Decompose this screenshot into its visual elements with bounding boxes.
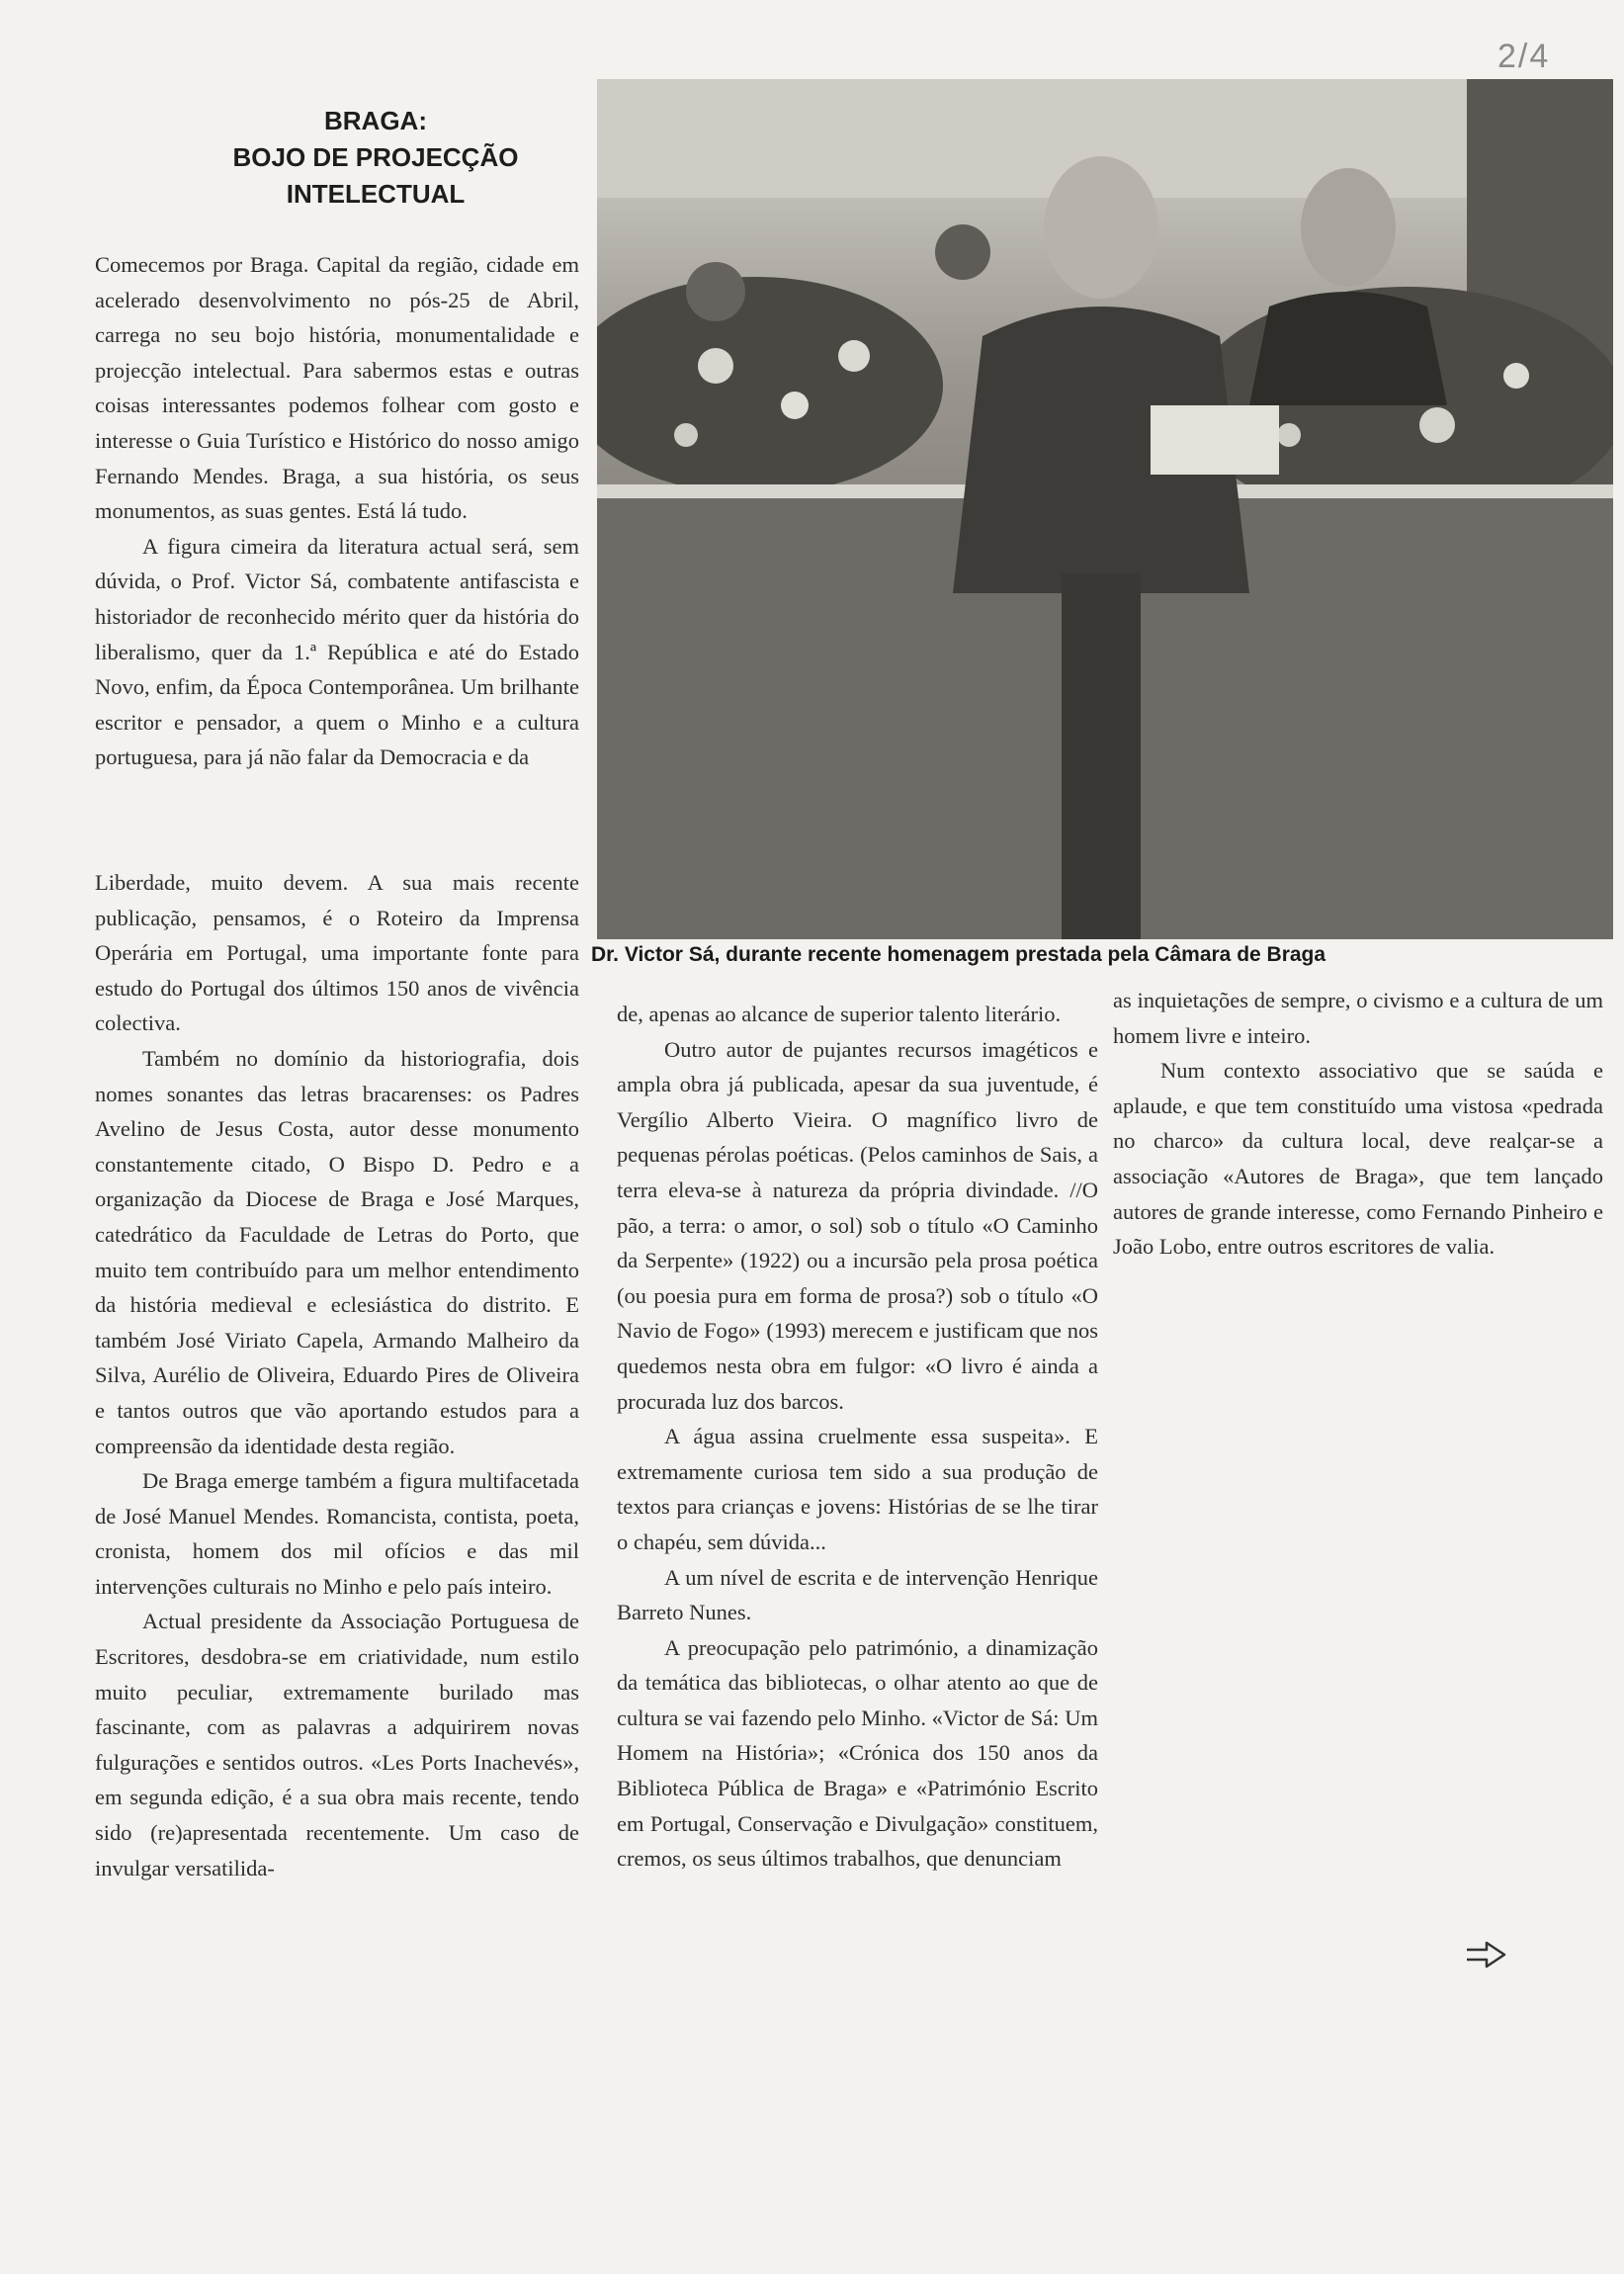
paragraph: Comecemos por Braga. Capital da região, cidade em acelerado desenvolvimento no pós-25 de Abril, carrega no seu bojo história, monumentalidade e projecção intelectual. Para sabermos estas e outras coisas interessantes podemos folhear com gosto e interesse o Guia Turístico e Histórico do nosso amigo Fernando Mendes. Braga, a sua história, os seus monumentos, as suas gentes. Está lá tudo. <box>95 252 579 524</box>
paragraph: Liberdade, muito devem. A sua mais recente publicação, pensamos, é o Roteiro da Imprensa Operária em Portugal, uma importante fonte para estudo do Portugal dos últimos 150 anos de vivência colectiva. <box>95 870 579 1036</box>
paragraph: de, apenas ao alcance de superior talento literário. <box>617 1002 1062 1026</box>
paragraph: A preocupação pelo património, a dinamização da temática das bibliotecas, o olhar atento ao que de cultura se vai fazendo pelo Minho. «Victor de Sá: Um Homem na História»; «Crónica dos 150 anos da Biblioteca Pública de Braga» e «Património Escrito em Portugal, Conservação e Divulgação» constituem, cremos, os seus últimos trabalhos, que denunciam <box>617 1634 1098 1872</box>
paragraph: De Braga emerge também a figura multifacetada de José Manuel Mendes. Romancista, contista, poeta, cronista, homem dos mil ofícios e das mil intervenções culturais no Minho e pelo país inteiro. <box>95 1468 579 1599</box>
paragraph: Outro autor de pujantes recursos imagéticos e ampla obra já publicada, apesar da sua juventude, é Vergílio Alberto Vieira. O magnífico livro de pequenas pérolas poéticas. (Pelos caminhos de Sais, a terra eleva-se à natureza da própria divindade. //O pão, a terra: o amor, o sol) sob o título «O Caminho da Serpente» (1922) ou a incursão pela prosa poética (ou poesia pura em forma de prosa?) sob o título «O Navio de Fogo» (1993) merecem e justificam que nos quedemos nesta obra em fulgor: «O livro é ainda a procurada luz dos barcos. <box>617 1036 1098 1414</box>
column-1-bottom <box>95 865 579 1885</box>
continue-arrow-icon <box>1465 1940 1508 1969</box>
paragraph: A um nível de escrita e de intervenção Henrique Barreto Nunes. <box>617 1564 1098 1625</box>
paragraph: A figura cimeira da literatura actual será, sem dúvida, o Prof. Victor Sá, combatente antifascista e historiador de reconhecido mérito quer da história do liberalismo, quer da 1.ª República e até do Estado Novo, enfim, da Época Contemporânea. Um brilhante escritor e pensador, a quem o Minho e a cultura portuguesa, para já não falar da Democracia e da <box>95 533 579 770</box>
headline-line-3: INTELECTUAL <box>286 179 466 209</box>
column-1-top <box>95 247 579 775</box>
headline-line-2: BOJO DE PROJECÇÃO <box>232 142 519 172</box>
photo-caption: Dr. Victor Sá, durante recente homenagem prestada pela Câmara de Braga <box>591 943 1326 966</box>
paragraph: as inquietações de sempre, o civismo e a cultura de um homem livre e inteiro. <box>1113 988 1603 1048</box>
page-number: 2/4 <box>1497 38 1551 75</box>
headline-line-1: BRAGA: <box>324 106 427 135</box>
photo-illustration <box>597 79 1613 939</box>
paragraph: Actual presidente da Associação Portuguesa de Escritores, desdobra-se em criatividade, num estilo muito peculiar, extremamente burilado mas fascinante, com as palavras a adquirirem novas fulgurações e sentidos outros. «Les Ports Inachevés», em segunda edição, é a sua obra mais recente, tendo sido (re)apresentada recentemente. Um caso de invulgar versatilida- <box>95 1609 579 1880</box>
paragraph: Num contexto associativo que se saúda e aplaude, e que tem constituído uma vistosa «pedrada no charco» da cultura local, deve realçar-se a associação «Autores de Braga», que tem lançado autores de grande interesse, como Fernando Pinheiro e João Lobo, entre outros escritores de valia. <box>1113 1058 1603 1260</box>
column-2 <box>617 997 1098 1877</box>
article-headline <box>158 103 593 213</box>
column-3 <box>1113 983 1603 1265</box>
paragraph: Também no domínio da historiografia, dois nomes sonantes das letras bracarenses: os Padres Avelino de Jesus Costa, autor desse monumento constantemente citado, O Bispo D. Pedro e a organização da Diocese de Braga e José Marques, catedrático da Faculdade de Letras do Porto, que muito tem contribuído para um melhor entendimento da história medieval e eclesiástica do distrito. E também José Viriato Capela, Armando Malheiro da Silva, Aurélio de Oliveira, Eduardo Pires de Oliveira e tantos outros que vão aportando estudos para a compreensão da identidade desta região. <box>95 1045 579 1458</box>
paragraph: A água assina cruelmente essa suspeita». E extremamente curiosa tem sido a sua produção de textos para crianças e jovens: Histórias de se lhe tirar o chapéu, sem dúvida... <box>617 1424 1098 1554</box>
ceremony-photo <box>597 79 1613 939</box>
